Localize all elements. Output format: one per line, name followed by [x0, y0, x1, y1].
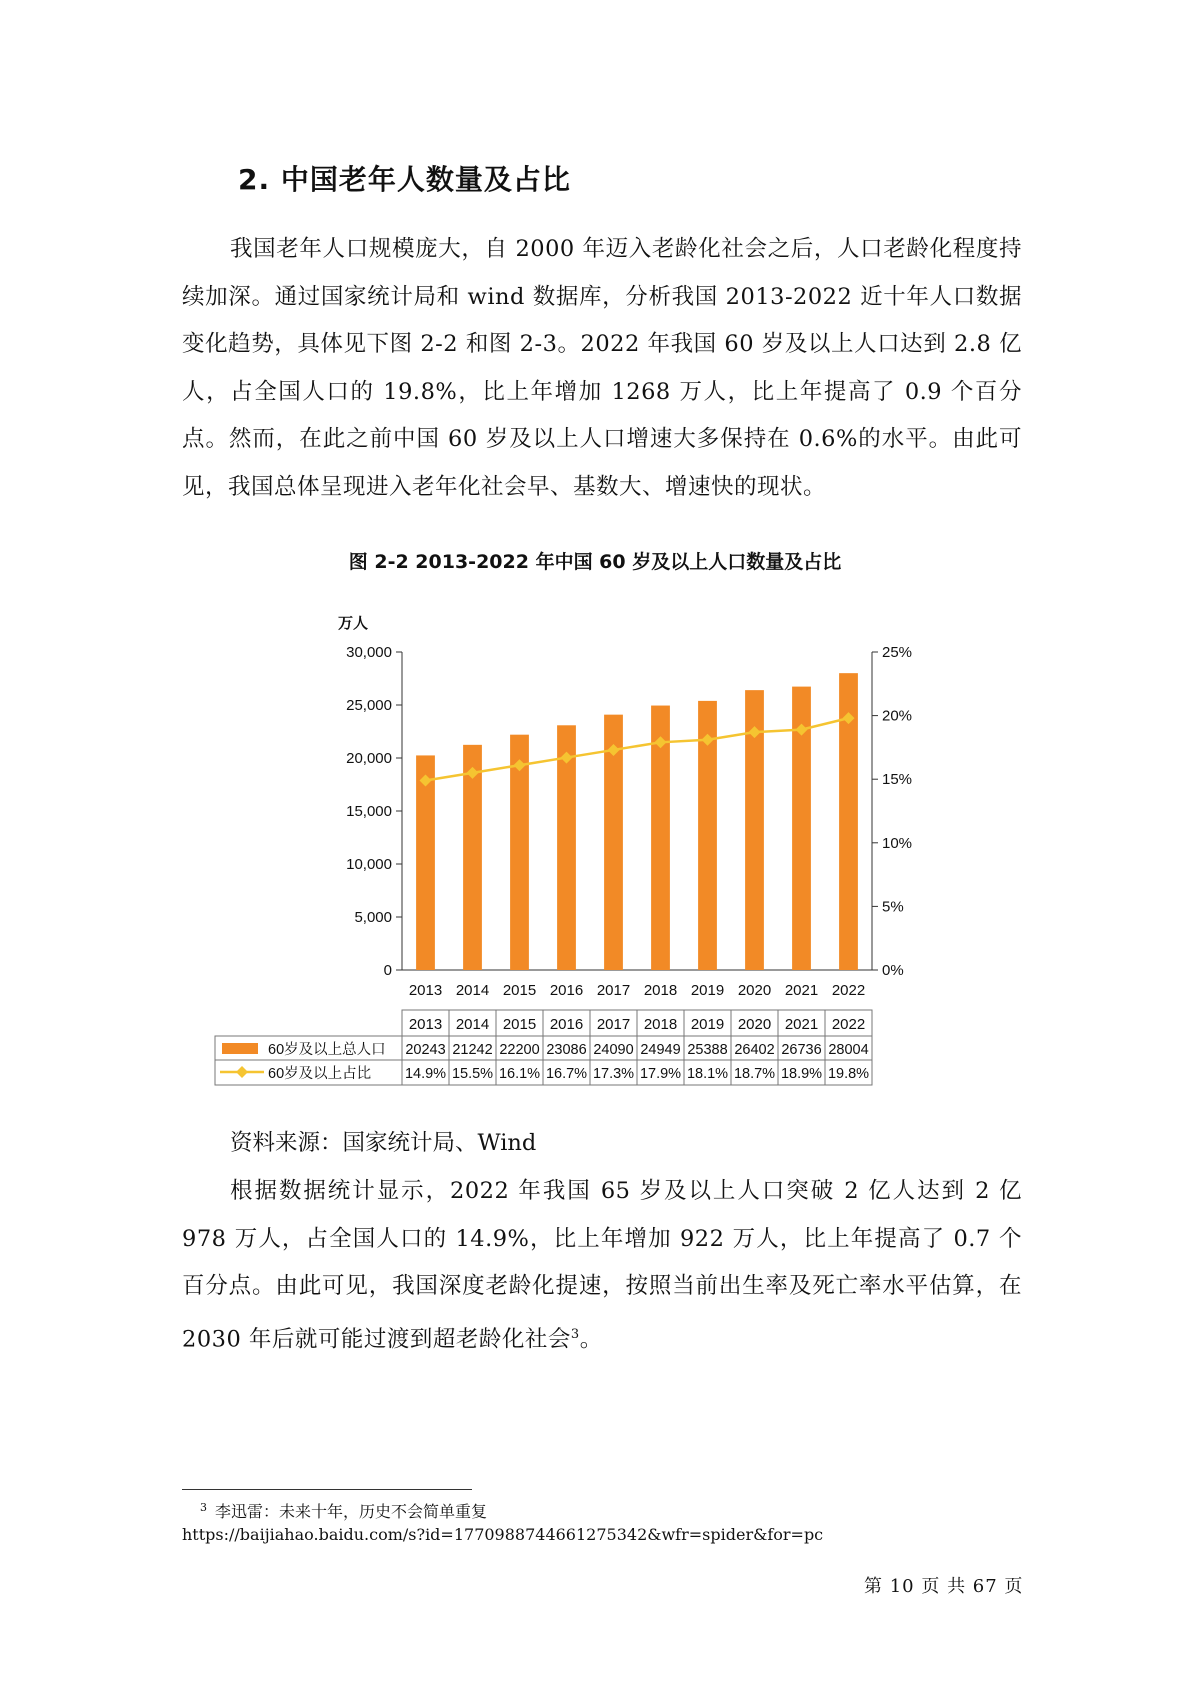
table-ratio-value-2020: 18.7%: [733, 1066, 776, 1082]
left-tick-label: 30,000: [346, 644, 392, 661]
legend-bar-label: 60岁及以上总人口: [268, 1042, 386, 1058]
right-tick-label: 20%: [882, 707, 913, 725]
bar-2013: [416, 755, 435, 970]
left-tick-label: 25,000: [346, 697, 392, 714]
table-header-2017: 2017: [596, 1016, 631, 1033]
footnote-number: 3: [200, 1500, 207, 1514]
table-ratio-value-2018: 17.9%: [639, 1066, 682, 1082]
table-ratio-value-2013: 14.9%: [404, 1066, 447, 1082]
line-series: [420, 712, 855, 786]
table-header-2016: 2016: [549, 1016, 584, 1033]
chart-title: 图 2-2 2013-2022 年中国 60 岁及以上人口数量及占比: [348, 551, 842, 573]
footnote-text: [200, 1499, 487, 1522]
table-ratio-value-2019: 18.1%: [686, 1066, 729, 1082]
x-tick-label-2022: 2022: [831, 982, 866, 999]
table-bar-value-2021: 26736: [781, 1042, 822, 1058]
footnote-url[interactable]: https://baijiahao.baidu.com/s?id=1770988744661275342&wfr=spider&for=pc: [182, 1525, 824, 1544]
table-header-2022: 2022: [831, 1016, 866, 1033]
right-tick-label: 5%: [882, 898, 904, 916]
paragraph-2-text: 根据数据统计显示，2022 年我国 65 岁及以上人口突破 2 亿人达到 2 亿 978 万人，占全国人口的 14.9%，比上年增加 922 万人，比上年提高了 0.7 个百分点。由此可见，我国深度老龄化提速，按照当前出生率及死亡率水平估算，在 2030 年后就可能过渡到超老龄化社会: [182, 1178, 1022, 1352]
table-header-2014: 2014: [455, 1016, 490, 1033]
right-tick-label: 15%: [882, 771, 913, 789]
table-bar-value-2016: 23086: [546, 1042, 587, 1058]
table-bar-value-2018: 24949: [640, 1042, 681, 1058]
left-tick-label: 5,000: [354, 909, 392, 926]
body-paragraph-1: 我国老年人口规模庞大，自 2000 年迈入老龄化社会之后，人口老龄化程度持续加深。通过国家统计局和 wind 数据库，分析我国 2013-2022 近十年人口数据变化趋势，具体见下图 2-2 和图 2-3。2022 年我国 60 岁及以上人口达到 2.8 亿人，占全国人口的 19.8%，比上年增加 1268 万人，比上年提高了 0.9 个百分点。然而，在此之前中国 60 岁及以上人口增速大多保持在 0.6%的水平。由此可见，我国总体呈现进入老年化社会早、基数大、增速快的现状。: [182, 236, 1022, 500]
x-tick-label-2018: 2018: [643, 982, 678, 999]
legend-bar-swatch: [222, 1043, 258, 1054]
table-bar-value-2022: 28004: [828, 1042, 869, 1058]
right-tick-label: 0%: [882, 962, 904, 979]
x-tick-label-2013: 2013: [408, 982, 443, 999]
left-tick-label: 20,000: [346, 750, 392, 767]
table-header-2015: 2015: [502, 1016, 537, 1033]
body-paragraph-2: [182, 1168, 1022, 1364]
x-tick-label-2014: 2014: [455, 982, 490, 999]
table-bar-value-2019: 25388: [687, 1042, 728, 1058]
table-ratio-value-2015: 16.1%: [498, 1066, 541, 1082]
table-header-2021: 2021: [784, 1016, 819, 1033]
page-number: 第 10 页 共 67 页: [864, 1576, 1024, 1597]
x-tick-label-2015: 2015: [502, 982, 537, 999]
table-ratio-value-2014: 15.5%: [451, 1066, 494, 1082]
legend-line-label: 60岁及以上占比: [268, 1066, 372, 1082]
y-axis-unit-label: 万人: [338, 615, 369, 632]
footnote-divider: [182, 1489, 472, 1490]
table-header-2020: 2020: [737, 1016, 772, 1033]
section-heading: 2. 中国老年人数量及占比: [238, 163, 571, 196]
left-tick-label: 10,000: [346, 856, 392, 873]
table-bar-value-2015: 22200: [499, 1042, 540, 1058]
left-tick-label: 15,000: [346, 803, 392, 820]
x-tick-label-2019: 2019: [690, 982, 725, 999]
footnote-reference[interactable]: 3: [570, 1326, 580, 1342]
left-tick-label: 0: [383, 962, 392, 979]
table-bar-value-2014: 21242: [452, 1042, 493, 1058]
table-ratio-value-2022: 19.8%: [827, 1066, 870, 1082]
table-header-2019: 2019: [690, 1016, 725, 1033]
table-bar-value-2013: 20243: [405, 1042, 446, 1058]
right-tick-label: 25%: [882, 644, 913, 661]
table-ratio-value-2016: 16.7%: [545, 1066, 588, 1082]
bar-series: [416, 673, 858, 970]
x-tick-label-2021: 2021: [784, 982, 819, 999]
table-ratio-value-2017: 17.3%: [592, 1066, 635, 1082]
table-header-2013: 2013: [408, 1016, 443, 1033]
footnote-title: 李迅雷：未来十年，历史不会简单重复: [215, 1502, 488, 1521]
data-table: [215, 1010, 872, 1085]
paragraph-2-end: 。: [579, 1326, 603, 1352]
legend-line-marker: [236, 1066, 248, 1078]
x-tick-label-2020: 2020: [737, 982, 772, 999]
table-header-2018: 2018: [643, 1016, 678, 1033]
x-tick-label-2016: 2016: [549, 982, 584, 999]
ratio-line: [426, 718, 849, 780]
right-tick-label: 10%: [882, 834, 913, 852]
table-ratio-value-2021: 18.9%: [780, 1066, 823, 1082]
data-source: 资料来源：国家统计局、Wind: [230, 1130, 537, 1156]
x-tick-label-2017: 2017: [596, 982, 631, 999]
table-bar-value-2020: 26402: [734, 1042, 775, 1058]
table-bar-value-2017: 24090: [593, 1042, 634, 1058]
